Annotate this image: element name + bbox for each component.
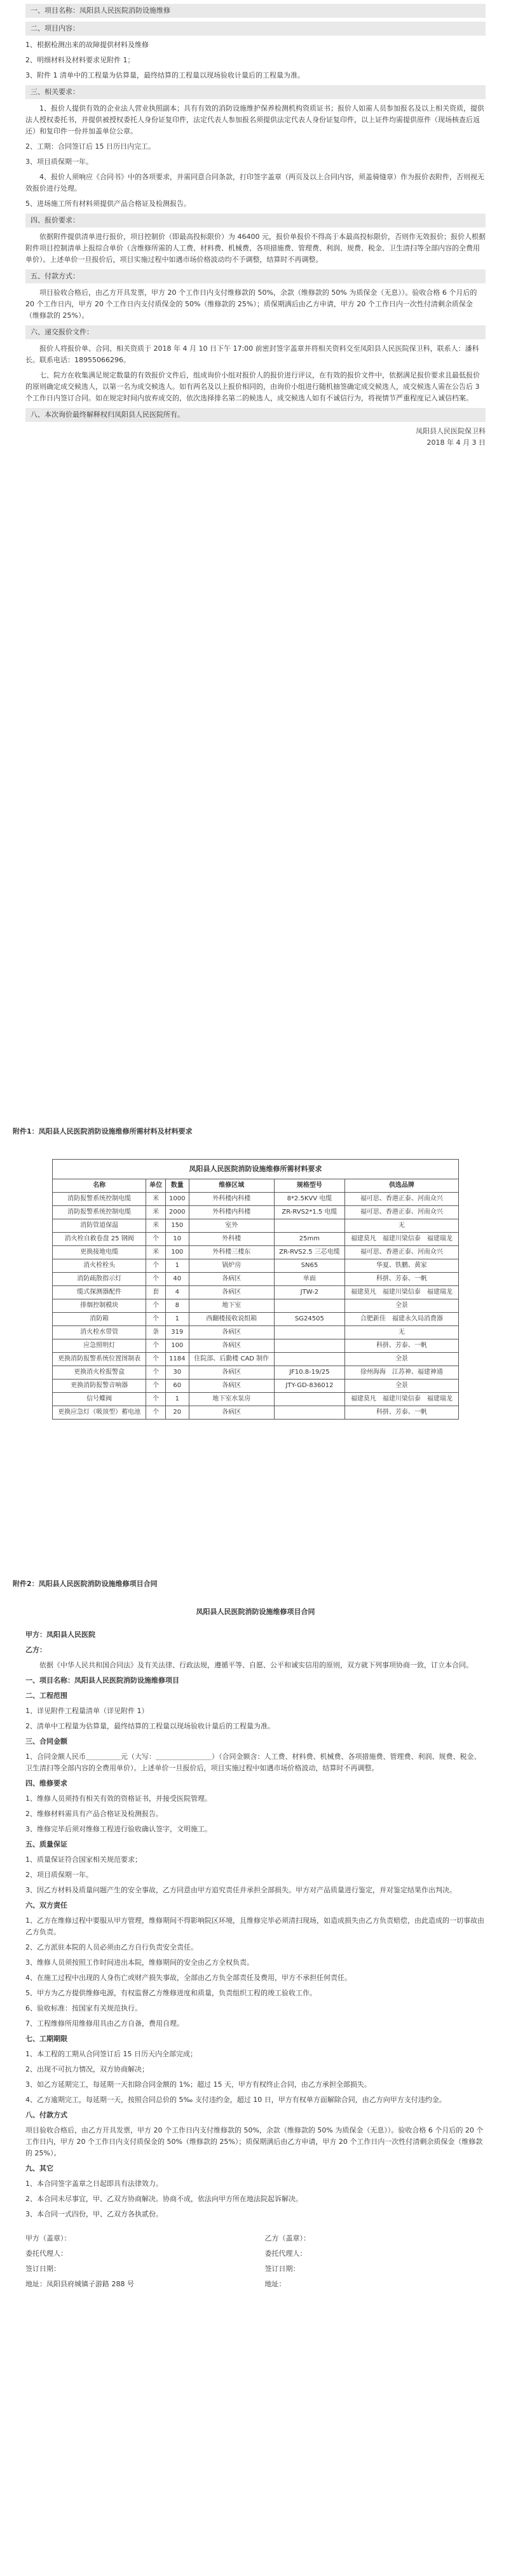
table-cell: 各病区 xyxy=(189,1406,274,1420)
party-a-signature xyxy=(25,2233,247,2294)
contract-item-paragraph: 2、乙方派驻本院的人员必须由乙方自行负责安全责任。 xyxy=(25,1943,198,1951)
table-cell: 福可思、香港正泰、河南众兴 xyxy=(344,1193,458,1206)
table-cell: 个 xyxy=(146,1273,166,1286)
section-paragraph: 依据附件提供清单进行报价，项目控制价（即最高投标限价）为 46400 元，报价单报价不得高于本最高投标限价，否则作无效报价；报价人根据附件项目控制清单上报综合单价（含维修所需的人工费、材料费、机械费、各项措施费、管理费、利润、规费、税金、卫生清扫等全部内容的全费用单价）。上述单价一旦报价后，项目实施过程中如遇市场价格波动均不予调整，结算时不再调整。 xyxy=(25,233,486,264)
section-heading: 三、相关要求： xyxy=(25,85,486,99)
contract-item-paragraph: 1、乙方在维修过程中要服从甲方管理，维修期间不得影响院区环境，且维修完毕必须清扫现场，如造成损失由乙方负责赔偿，由此造成的一切事故由乙方负责。 xyxy=(25,1916,484,1936)
table-row xyxy=(53,1259,459,1273)
table-cell: 个 xyxy=(146,1406,166,1420)
contract-item-heading: 九、其它 xyxy=(25,2164,53,2173)
table-cell: 个 xyxy=(146,1339,166,1353)
table-cell: 个 xyxy=(146,1233,166,1246)
contract-item-heading: 四、维修要求 xyxy=(25,1779,67,1787)
table-cell: 住院部、后勤楼 CAD 制作 xyxy=(189,1353,274,1366)
table-cell: 更换消防报警音响器 xyxy=(53,1380,146,1393)
section-heading: 二、项目内容： xyxy=(25,22,486,36)
contract-item-paragraph: 1、本合同签字盖章之日起即具有法律效力。 xyxy=(25,2179,163,2188)
table-cell: 外科楼内科楼 xyxy=(189,1193,274,1206)
table-row xyxy=(53,1299,459,1313)
table-cell: 福可思、香港正泰、河南众兴 xyxy=(344,1246,458,1259)
contract-items xyxy=(25,1675,486,2220)
table-cell: 福建莫凡 福建川梁信泰 福建瑞龙 xyxy=(344,1286,458,1299)
contract-item-heading: 六、双方责任 xyxy=(25,1901,67,1909)
table-cell xyxy=(274,1406,344,1420)
table-row xyxy=(53,1219,459,1233)
attachment1-heading: 附件1：凤阳县人民医院消防设施维修所需材料及材料要求 xyxy=(13,1127,193,1135)
table-cell: 消火栓水带管 xyxy=(53,1326,146,1339)
contract-item-heading: 二、工程范围 xyxy=(25,1691,67,1700)
table-cell: 消火栓栓头 xyxy=(53,1259,146,1273)
table-cell: 各病区 xyxy=(189,1326,274,1339)
table-header-cell: 规格型号 xyxy=(274,1179,344,1193)
table-cell: 各病区 xyxy=(189,1339,274,1353)
contract-item-paragraph: 2、本合同未尽事宜，甲、乙双方协商解决。协商不成，依法向甲方所在地法院起诉解决。 xyxy=(25,2195,303,2203)
table-row xyxy=(53,1339,459,1353)
table-cell: 更换消防报警系统位置图制表 xyxy=(53,1353,146,1366)
table-cell: 1000 xyxy=(166,1193,189,1206)
table-cell xyxy=(274,1299,344,1313)
table-header-cell: 维修区域 xyxy=(189,1179,274,1193)
notice-signature xyxy=(0,426,511,449)
table-cell: SN65 xyxy=(274,1259,344,1273)
section-paragraph: 3、项目质保期一年。 xyxy=(25,158,93,166)
table-cell xyxy=(274,1326,344,1339)
section-paragraph: 3、附件 1 清单中的工程量为估算量，最终结算的工程量以现场验收计量后的工程量为准。 xyxy=(25,71,304,79)
table-cell: 1 xyxy=(166,1393,189,1406)
contract-item-heading: 五、质量保证 xyxy=(25,1840,67,1848)
table-cell: 个 xyxy=(146,1380,166,1393)
signature-line: 乙方（盖章）： xyxy=(264,2234,310,2242)
contract-preamble: 依据《中华人民共和国合同法》及有关法律、行政法规，遵循平等、自愿、公平和诚实信用的原则，双方就下列事项协商一致，订立本合同。 xyxy=(39,1661,473,1669)
table-cell: 各病区 xyxy=(189,1273,274,1286)
table-cell: 消防管道保温 xyxy=(53,1219,146,1233)
table-cell: 科拼、芳泰、一帆 xyxy=(344,1406,458,1420)
table-cell: 1184 xyxy=(166,1353,189,1366)
section-heading: 一、项目名称：凤阳县人民医院消防设施维修 xyxy=(25,4,486,18)
table-cell: 10 xyxy=(166,1233,189,1246)
contract-item-heading: 七、工期期限 xyxy=(25,2035,67,2043)
contract-section xyxy=(25,1629,486,2220)
signature-block xyxy=(25,2233,486,2294)
contract-item-paragraph: 1、合同金额人民币＿＿＿＿＿元（大写：＿＿＿＿＿＿＿＿）（合同金额含：人工费、材料费、机械费、各项措施费、管理费、利润、规费、税金、卫生清扫等全部内容的全费用单价）。上述单价一旦报价后，项目实施过程中如遇市场价格波动，结算时不再调整。 xyxy=(25,1752,481,1772)
table-cell: 319 xyxy=(166,1326,189,1339)
table-cell xyxy=(274,1219,344,1233)
party-a: 甲方：凤阳县人民医院 xyxy=(25,1630,95,1639)
table-cell: 更换应急灯（吸顶型）蓄电池 xyxy=(53,1406,146,1420)
table-cell: 信号蝶阀 xyxy=(53,1393,146,1406)
signature-line: 地址：凤阳县府城镇子游路 288 号 xyxy=(25,2280,134,2288)
table-cell: JTW-2 xyxy=(274,1286,344,1299)
table-header-cell: 单位 xyxy=(146,1179,166,1193)
table-cell: 科拼、芳泰、一帆 xyxy=(344,1339,458,1353)
table-cell: 全景 xyxy=(344,1299,458,1313)
table-cell: 个 xyxy=(146,1313,166,1326)
table-caption: 凤阳县人民医院消防设施维修所需材料要求 xyxy=(52,1159,459,1179)
table-cell: JF10.8-19/25 xyxy=(274,1366,344,1380)
section-paragraph: 5、进场施工所有材料须提供产品合格证及检测报告。 xyxy=(25,200,191,208)
table-row xyxy=(53,1393,459,1406)
table-cell xyxy=(274,1339,344,1353)
table-cell: 米 xyxy=(146,1206,166,1219)
table-cell: 米 xyxy=(146,1246,166,1259)
table-cell: 外科楼内科楼 xyxy=(189,1206,274,1219)
table-cell: ZR-RVS2*1.5 电缆 xyxy=(274,1206,344,1219)
signature-line: 委托代理人： xyxy=(25,2249,67,2258)
section-heading: 四、报价要求： xyxy=(25,214,486,227)
table-cell: 消防箱 xyxy=(53,1313,146,1326)
table-cell: 地下室 xyxy=(189,1299,274,1313)
signature-line: 签订日期： xyxy=(25,2265,60,2273)
contract-item-paragraph: 5、甲方为乙方提供维修电源，有权监督乙方维修进度和质量，负责组织工程的竣工验收工作。 xyxy=(25,1989,317,1997)
signature-line: 甲方（盖章）： xyxy=(25,2234,71,2242)
section-paragraph: 项目验收合格后，由乙方开具发票，甲方 20 个工作日内支付维修款的 50%，余款（维修款的 50% 为质保金（无息））。验收合格 6 个月后的 20 个工作日内，甲方 20 个工作日内支付质保金的 50%（维修款的 25%）；质保期满后由乙方申请，甲方 20 个工作日内一次性付清剩余质保金（维修款的 25%）。 xyxy=(25,288,477,320)
signature-date: 2018 年 4 月 3 日 xyxy=(426,438,486,447)
contract-title: 凤阳县人民医院消防设施维修项目合同 xyxy=(196,1608,315,1616)
table-cell: 4 xyxy=(166,1286,189,1299)
contract-item-paragraph: 1、维修人员须持有相关有效的资格证书，并接受医院管理。 xyxy=(25,1794,212,1803)
table-row xyxy=(53,1273,459,1286)
table-cell: 应急照明灯 xyxy=(53,1339,146,1353)
contract-item-paragraph: 3、维修完毕后须对维修工程进行验收确认签字，文明施工。 xyxy=(25,1825,212,1833)
table-cell: 全景 xyxy=(344,1380,458,1393)
contract-item-heading: 一、项目名称：凤阳县人民医院消防设施维修项目 xyxy=(25,1676,179,1685)
table-cell: 条 xyxy=(146,1326,166,1339)
table-row xyxy=(53,1286,459,1299)
contract-item-paragraph: 1、本工程的工期从合同签订后 15 日历天内全部完成； xyxy=(25,2050,197,2058)
contract-item-paragraph: 3、维修人员须按照工作时间进出本院，维修期间的安全由乙方全权负责。 xyxy=(25,1958,254,1967)
table-row xyxy=(53,1313,459,1326)
table-cell: ZR-RVS2.5 三芯电缆 xyxy=(274,1246,344,1259)
section-paragraph: 1、根据检测出来的故障提供材料及维修 xyxy=(25,41,149,49)
table-cell: 消防疏散指示灯 xyxy=(53,1273,146,1286)
table-row xyxy=(53,1206,459,1219)
table-cell: 40 xyxy=(166,1273,189,1286)
table-cell: 福建莫凡 福建川梁信泰 福建瑞龙 xyxy=(344,1233,458,1246)
contract-item-paragraph: 2、维修材料需具有产品合格证及检测报告。 xyxy=(25,1810,163,1818)
table-cell xyxy=(274,1353,344,1366)
table-cell: 各病区 xyxy=(189,1380,274,1393)
table-cell: 20 xyxy=(166,1406,189,1420)
table-cell: 科拼、芳泰、一帆 xyxy=(344,1273,458,1286)
contract-item-paragraph: 3、本合同一式四份，甲、乙双方各执贰份。 xyxy=(25,2210,163,2218)
table-cell: 无 xyxy=(344,1326,458,1339)
table-cell: 1 xyxy=(166,1313,189,1326)
signature-line: 地址： xyxy=(264,2280,286,2288)
signature-org: 凤阳县人民医院保卫科 xyxy=(416,427,486,435)
contract-item-paragraph: 2、项目质保期一年。 xyxy=(25,1871,93,1879)
table-cell: 消防报警系统控制电缆 xyxy=(53,1206,146,1219)
table-body xyxy=(53,1193,459,1420)
table-cell: 8*2.5KVV 电缆 xyxy=(274,1193,344,1206)
contract-item-paragraph: 6、验收标准：按国家有关规范执行。 xyxy=(25,2004,142,2012)
table-cell: 华夏、铁鹏、黄家 xyxy=(344,1259,458,1273)
table-cell: 个 xyxy=(146,1366,166,1380)
contract-item-heading: 三、合同金额 xyxy=(25,1737,67,1746)
table-row xyxy=(53,1380,459,1393)
table-header-cell: 数量 xyxy=(166,1179,189,1193)
section-paragraph: 2、明细材料及材料要求见附件 1； xyxy=(25,56,135,64)
section-heading: 五、付款方式： xyxy=(25,269,486,283)
attachment2-heading: 附件2：凤阳县人民医院消防设施维修项目合同 xyxy=(13,1580,158,1588)
table-row xyxy=(53,1233,459,1246)
section-paragraph: 2、工期：合同签订后 15 日历日内完工。 xyxy=(25,142,155,151)
table-cell: 25mm xyxy=(274,1233,344,1246)
table-cell: 100 xyxy=(166,1246,189,1259)
table-cell: 100 xyxy=(166,1339,189,1353)
signature-line: 委托代理人： xyxy=(264,2249,307,2258)
table-cell: 各病区 xyxy=(189,1366,274,1380)
section-paragraph: 报价人将报价单、合同、相关资质于 2018 年 4 月 10 日下午 17:00 前密封签字盖章并将相关资料交至凤阳县人民医院保卫科，联系人：潘科长。联系电话：18955066296。 xyxy=(25,344,479,364)
party-b: 乙方： xyxy=(25,1646,46,1654)
contract-item-paragraph: 4、乙方逾期完工，每延期一天，按照合同总价的 5‰ 支付违约金，超过 10 日，甲方有权单方面解除合同，由乙方向甲方支付违约金。 xyxy=(25,2096,446,2104)
section-heading: 六、递交报价文件： xyxy=(25,325,486,339)
section-paragraph: 1、报价人提供有效的企业法人营业执照副本；具有有效的消防设施维护保养检测机构资质证书；报价人如需人员参加报名及以上相关资质，提供法人授权委托书，并提供被授权委托人身份证复印件，法定代表人参加报名须提供法定代表人身份证复印件，以上证件均需提供原件（现场核查后返还）和复印件一份并加盖单位公章。 xyxy=(25,104,484,135)
table-header-cell: 供选品牌 xyxy=(344,1179,458,1193)
table-cell: 套 xyxy=(146,1286,166,1299)
table-cell: 外科楼 xyxy=(189,1233,274,1246)
contract-item-paragraph: 3、因乙方材料及质量问题产生的安全事故，乙方同意由甲方追究责任并承担全部损失。甲方对产品质量进行鉴定，并对鉴定结果作出判决。 xyxy=(25,1886,456,1894)
contract-item-paragraph: 2、出现不可抗力情况，双方协商解决； xyxy=(25,2065,149,2073)
table-row xyxy=(53,1353,459,1366)
table-cell: 个 xyxy=(146,1393,166,1406)
table-header-cell: 名称 xyxy=(53,1179,146,1193)
table-cell: 2000 xyxy=(166,1206,189,1219)
section-paragraph: 七、院方在收集满足规定数量的有效报价文件后，组成询价小组对报价人的报价进行评议，在有效的报价文件中，依据满足报价要求且最低报价的原则确定成交候选人，以第一名为成交候选人。如有两名及以上报价相同的，由询价小组进行随机抽签确定成交候选人，成交候选人需在公告后 3 个工作日内签订合同。如在规定时间内放弃成交的，依次选择排名第二的候选人，成交候选人如有不诚信行为，将视情节严重程度记入诚信档案。 xyxy=(25,371,480,402)
table-cell: 60 xyxy=(166,1380,189,1393)
table-cell: 单面 xyxy=(274,1273,344,1286)
table-cell: 外科楼三楼东 xyxy=(189,1246,274,1259)
contract-item-paragraph: 1、质量保证符合国家相关规范要求； xyxy=(25,1855,142,1864)
table-cell: SG24505 xyxy=(274,1313,344,1326)
section-paragraph: 4、报价人须响应《合同书》中的各项要求，并需同意合同条款，打印签字盖章（两页及以上合同内容，须盖骑缝章）作为报价表附件，否则视无效报价进行处理。 xyxy=(25,173,484,193)
table-cell: 30 xyxy=(166,1366,189,1380)
table-row xyxy=(53,1246,459,1259)
table-cell: 消火栓自救卷盘 25 钢阀 xyxy=(53,1233,146,1246)
table-cell: 无 xyxy=(344,1219,458,1233)
contract-item-heading: 八、付款方式 xyxy=(25,2111,67,2119)
table-cell: 福建莫凡 福建川梁信泰 福建瑞龙 xyxy=(344,1393,458,1406)
table-cell: 缆式探测器配件 xyxy=(53,1286,146,1299)
table-cell: 米 xyxy=(146,1219,166,1233)
table-cell: 更换接地电缆 xyxy=(53,1246,146,1259)
table-cell: 西翻楼接收说组箱 xyxy=(189,1313,274,1326)
contract-item-paragraph: 3、如乙方延期完工，每延期一天扣除合同金额的 1%；超过 15 天，甲方有权终止合同，由乙方承担全部损失。 xyxy=(25,2080,371,2089)
contract-item-paragraph: 7、工程维修所用维修用具由乙方自备，费用自理。 xyxy=(25,2019,184,2028)
table-cell xyxy=(274,1393,344,1406)
table-cell: 各病区 xyxy=(189,1286,274,1299)
contract-item-paragraph: 4、在施工过程中出现的人身伤亡或财产损失事故，全部由乙方负全部责任及费用，甲方不承担任何责任。 xyxy=(25,1974,351,1982)
table-cell: 室外 xyxy=(189,1219,274,1233)
table-row xyxy=(53,1406,459,1420)
table-cell: 更换消火栓报警盒 xyxy=(53,1366,146,1380)
table-cell: 合肥新佳 福建永久局消费器 xyxy=(344,1313,458,1326)
party-b-signature xyxy=(264,2233,486,2294)
table-cell: 福可思、香港正泰、河南众兴 xyxy=(344,1206,458,1219)
table-cell: 排烟控制模块 xyxy=(53,1299,146,1313)
table-header-row xyxy=(53,1179,459,1193)
notice-section xyxy=(0,0,511,422)
materials-table xyxy=(52,1159,459,1420)
table-cell: JTY-GD-836012 xyxy=(274,1380,344,1393)
signature-line: 签订日期： xyxy=(264,2265,300,2273)
table-cell: 个 xyxy=(146,1299,166,1313)
table-cell: 米 xyxy=(146,1193,166,1206)
table-row xyxy=(53,1193,459,1206)
contract-item-paragraph: 项目验收合格后，由乙方开具发票，甲方 20 个工作日内支付维修款的 50%，余款（维修款的 50% 为质保金（无息））。验收合格 6 个月后的 20 个工作日内，甲方 20 个工作日内支付质保金的 50%（维修款的 25%）；质保期满后由乙方申请，甲方 20 个工作日内一次性付清剩余质保金（维修款的 25%）。 xyxy=(25,2126,484,2157)
table-cell: 消防报警系统控制电缆 xyxy=(53,1193,146,1206)
table-row xyxy=(53,1326,459,1339)
table-cell: 锅炉房 xyxy=(189,1259,274,1273)
table-cell: 8 xyxy=(166,1299,189,1313)
table-cell: 个 xyxy=(146,1353,166,1366)
contract-item-paragraph: 2、清单中工程量为估算量，最终结算的工程量以现场验收计量后的工程量为准。 xyxy=(25,1722,275,1730)
table-cell: 个 xyxy=(146,1259,166,1273)
table-cell: 徐州海海 江苏神、福建神通 xyxy=(344,1366,458,1380)
table-cell: 150 xyxy=(166,1219,189,1233)
table-row xyxy=(53,1366,459,1380)
table-cell: 全景 xyxy=(344,1353,458,1366)
contract-item-paragraph: 1、详见附件工程量清单（详见附件 1） xyxy=(25,1707,149,1715)
table-cell: 1 xyxy=(166,1259,189,1273)
table-cell: 地下室水泵房 xyxy=(189,1393,274,1406)
section-heading: 八、本次询价最终解释权归凤阳县人民医院所有。 xyxy=(25,408,486,422)
